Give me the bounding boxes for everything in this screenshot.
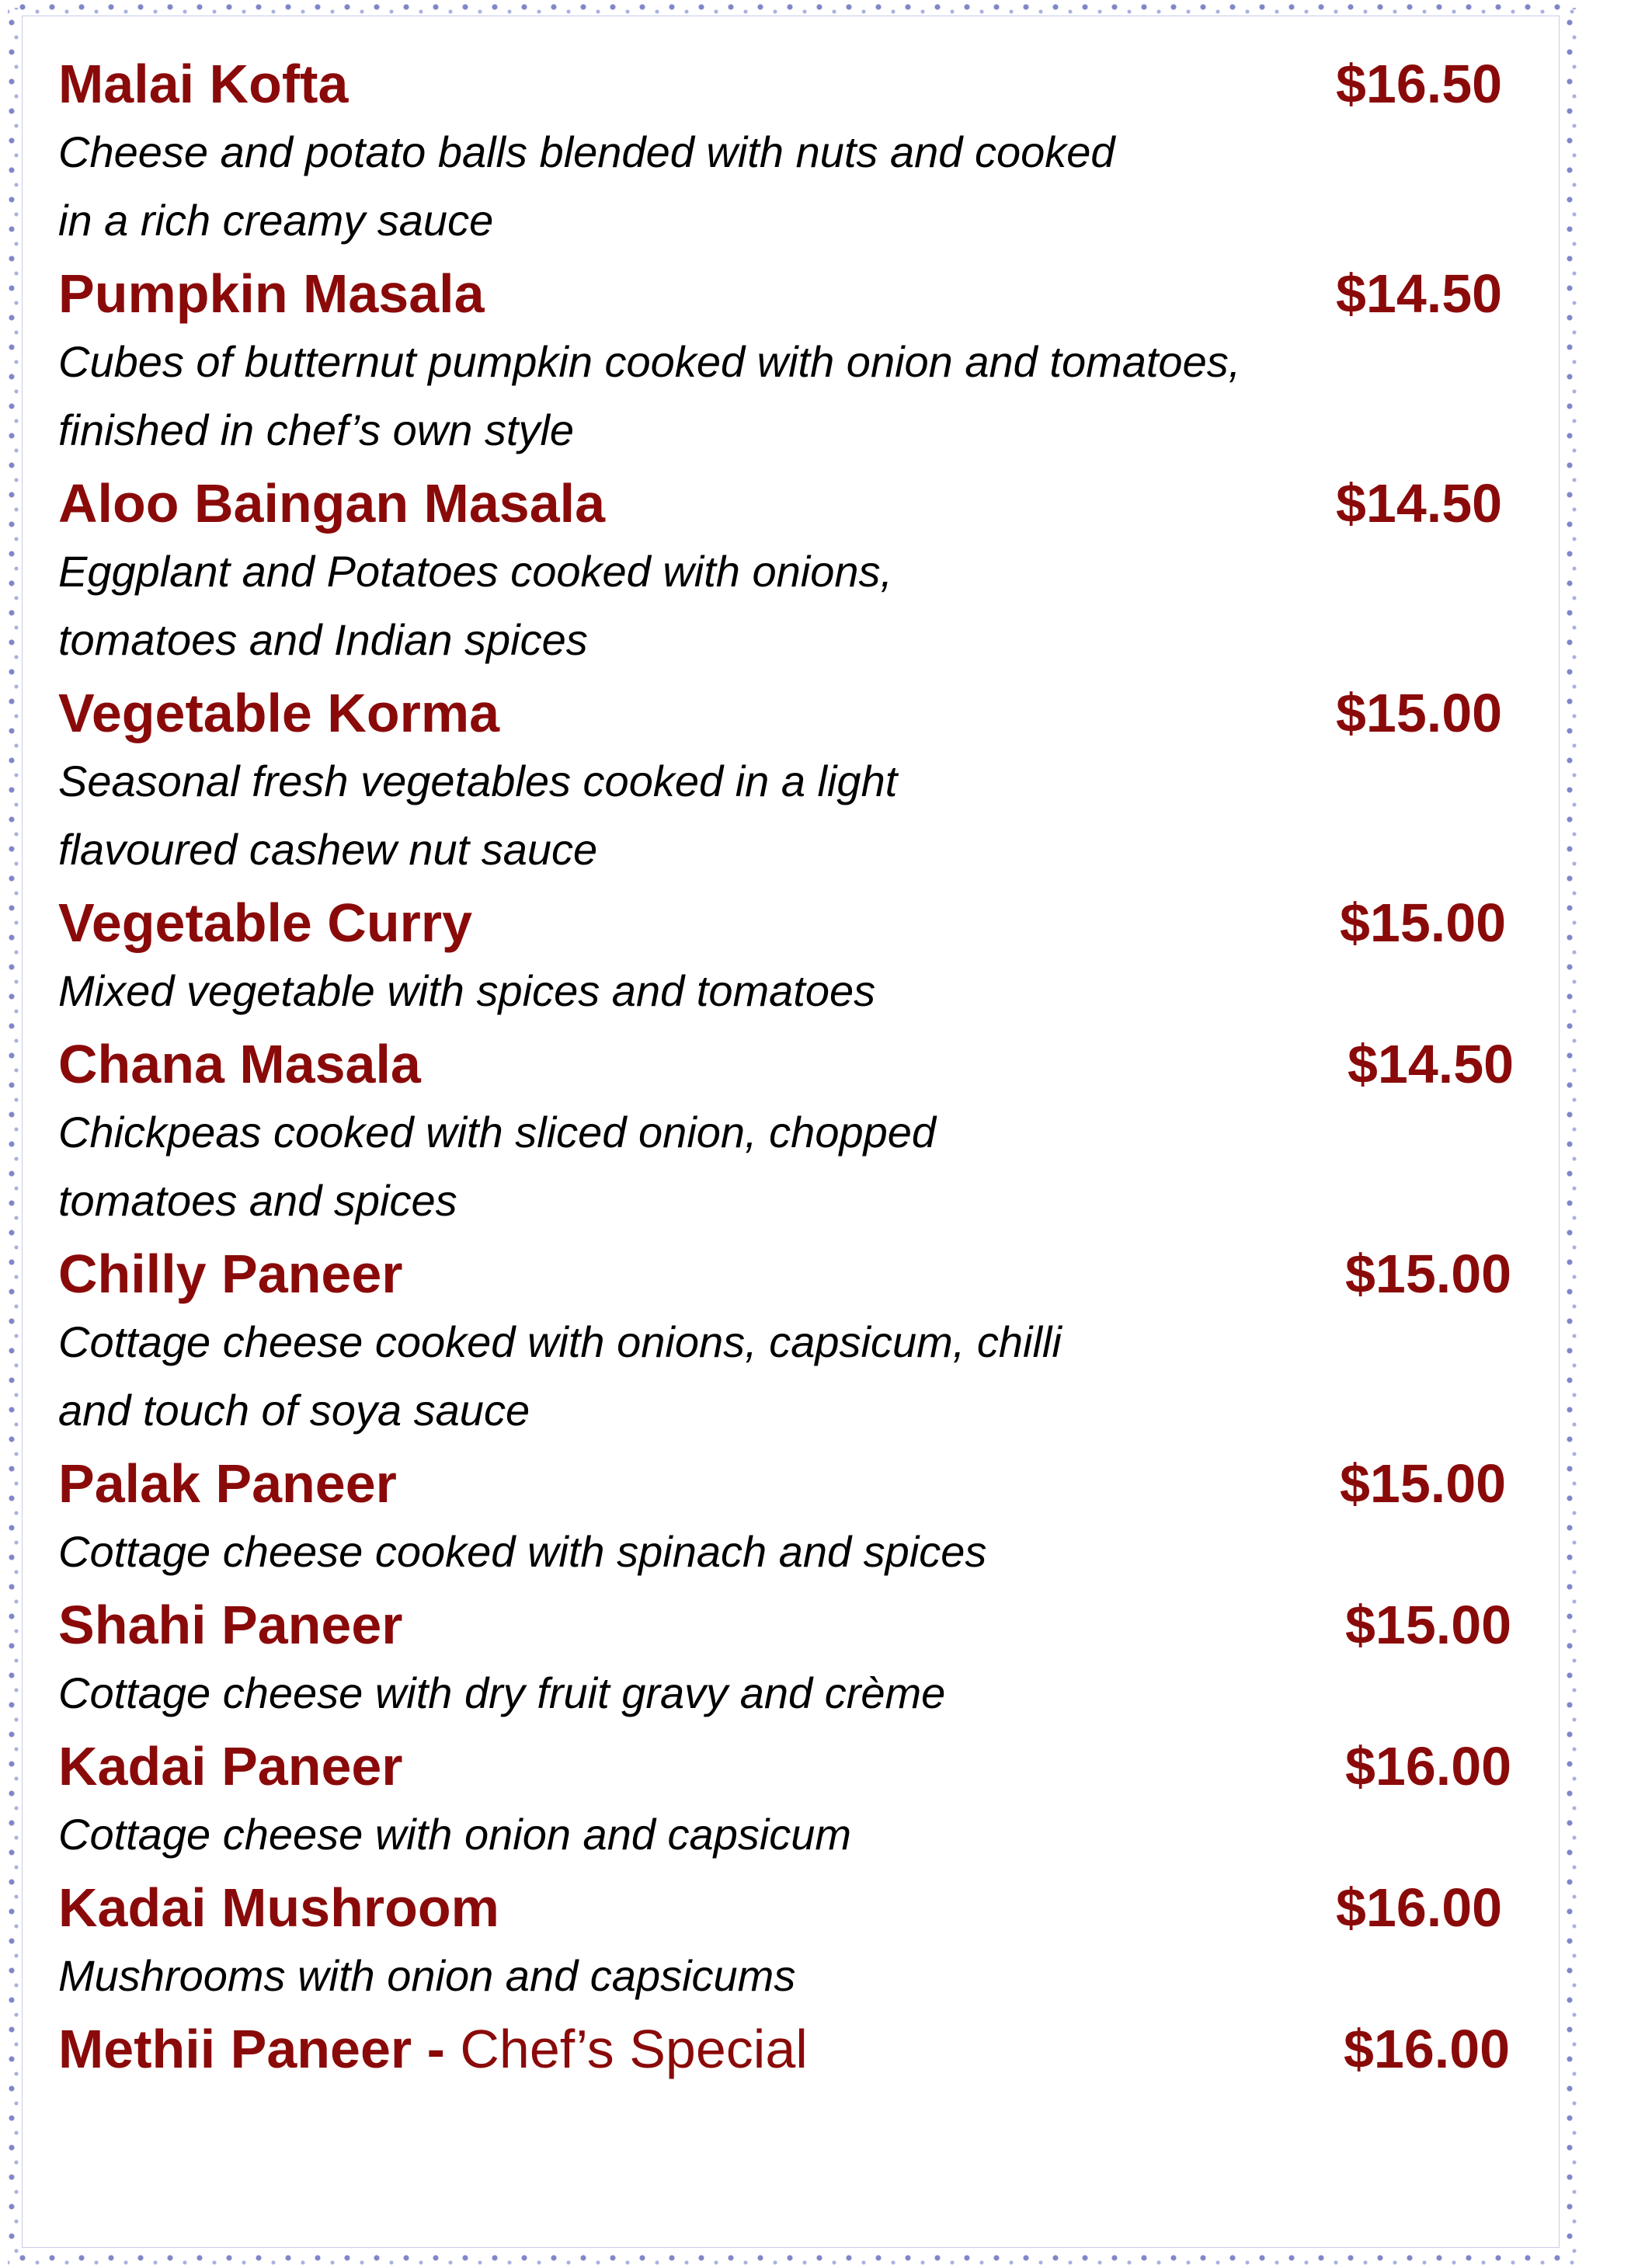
dish-name: Vegetable Curry — [58, 892, 472, 953]
special-dish-name: Methii Paneer - — [58, 2019, 445, 2079]
description-line: and touch of soya sauce — [58, 1386, 530, 1435]
description-line: Mixed vegetable with spices and tomatoes — [58, 966, 876, 1015]
dish-price: $16.00 — [1336, 1877, 1503, 1938]
menu-item — [58, 255, 1530, 464]
menu-item — [58, 674, 1530, 884]
description-line: Eggplant and Potatoes cooked with onions, — [58, 547, 893, 596]
description-line: Seasonal fresh vegetables cooked in a light — [58, 757, 898, 805]
menu-item — [58, 1445, 1530, 1586]
dish-price: $14.50 — [1348, 1034, 1514, 1094]
menu-item — [58, 45, 1530, 255]
dish-description — [58, 1659, 1530, 1727]
dish-description — [58, 957, 1530, 1025]
decorative-border-left — [5, 8, 19, 2260]
description-line: Cubes of butternut pumpkin cooked with onion and tomatoes, — [58, 337, 1241, 386]
dish-price: $15.00 — [1345, 1244, 1512, 1304]
description-line: tomatoes and Indian spices — [58, 615, 588, 664]
dish-name — [58, 2016, 808, 2082]
dish-name: Pumpkin Masala — [58, 263, 485, 324]
menu-item — [58, 1727, 1530, 1869]
menu-item — [58, 1025, 1530, 1235]
dish-price: $15.00 — [1345, 1595, 1512, 1655]
dish-price: $16.00 — [1344, 2019, 1511, 2079]
description-line: in a rich creamy sauce — [58, 196, 494, 245]
dish-name: Chana Masala — [58, 1034, 421, 1094]
description-line: Cottage cheese with dry fruit gravy and crème — [58, 1668, 946, 1717]
dish-price: $16.50 — [1336, 54, 1503, 114]
dish-description — [58, 1308, 1530, 1445]
dish-price: $15.00 — [1336, 683, 1503, 743]
dish-description — [58, 1800, 1530, 1869]
menu-item-special — [58, 2010, 1530, 2088]
dish-price: $15.00 — [1340, 1453, 1507, 1514]
description-line: flavoured cashew nut sauce — [58, 825, 598, 874]
description-line: Cottage cheese cooked with spinach and spices — [58, 1527, 987, 1576]
dish-name: Kadai Paneer — [58, 1736, 403, 1797]
dish-name: Shahi Paneer — [58, 1595, 403, 1655]
dish-description — [58, 1098, 1530, 1235]
description-line: Mushrooms with onion and capsicums — [58, 1951, 796, 2000]
description-line: Cottage cheese with onion and capsicum — [58, 1810, 852, 1859]
dish-name: Kadai Mushroom — [58, 1877, 499, 1938]
decorative-border-right — [1563, 8, 1577, 2260]
decorative-border-bottom — [8, 2251, 1577, 2265]
dish-description — [58, 1518, 1530, 1586]
dish-description — [58, 118, 1530, 255]
dish-description — [58, 537, 1530, 674]
dish-name: Palak Paneer — [58, 1453, 397, 1514]
menu-item — [58, 1586, 1530, 1727]
description-line: Cheese and potato balls blended with nuts and cooked — [58, 127, 1115, 176]
description-line: finished in chef’s own style — [58, 405, 575, 454]
description-line: Cottage cheese cooked with onions, capsicum, chilli — [58, 1317, 1062, 1366]
menu-item — [58, 1869, 1530, 2010]
dish-name: Chilly Paneer — [58, 1244, 403, 1304]
dish-description — [58, 1942, 1530, 2010]
description-line: tomatoes and spices — [58, 1176, 457, 1225]
menu-item — [58, 1235, 1530, 1445]
menu-item — [58, 884, 1530, 1025]
dish-description — [58, 747, 1530, 884]
dish-description — [58, 328, 1530, 464]
dish-price: $15.00 — [1340, 892, 1507, 953]
menu-item — [58, 464, 1530, 674]
dish-name: Vegetable Korma — [58, 683, 499, 743]
dish-name: Aloo Baingan Masala — [58, 473, 606, 534]
dish-price: $14.50 — [1336, 263, 1503, 324]
menu-list — [58, 45, 1530, 2088]
dish-name: Malai Kofta — [58, 54, 349, 114]
dish-price: $14.50 — [1336, 473, 1503, 534]
decorative-border-top — [8, 0, 1577, 14]
dish-price: $16.00 — [1345, 1736, 1512, 1797]
description-line: Chickpeas cooked with sliced onion, chopped — [58, 1108, 937, 1157]
chefs-special-tag: Chef’s Special — [460, 2019, 808, 2079]
